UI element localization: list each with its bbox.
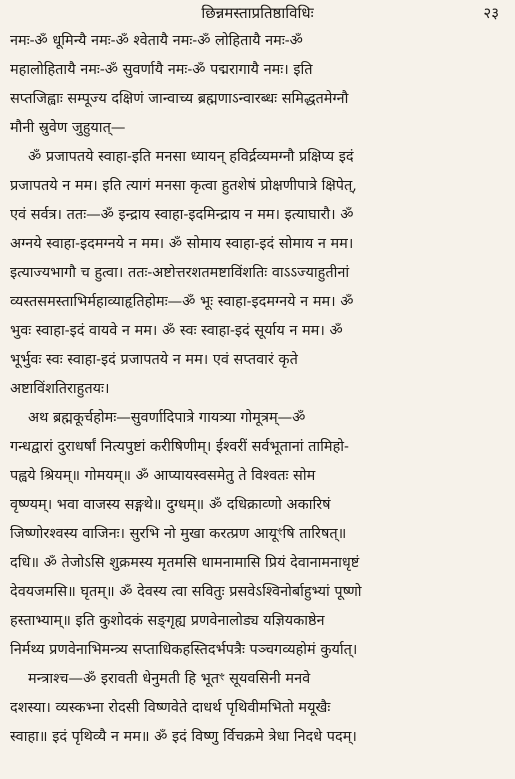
text-line: अथ ब्रह्मकूर्चहोमः—सुवर्णादिपात्रे गायत्र्या गोमूत्रम्—ॐ: [28, 410, 306, 426]
text-line: एवं सर्वत्र। ततः—ॐ इन्द्राय स्वाहा-इदमिन्द्राय न मम। इत्याघारौ। ॐ: [10, 207, 354, 223]
text-line: व्यस्तसमस्ताभिर्महाव्याहृतिहोमः—ॐ भूः स्वाहा-इदमग्नये न मम। ॐ: [10, 294, 354, 310]
text-line: भूर्भुवः स्वः स्वाहा-इदं प्रजापतये न मम। एवं सप्तवारं कृते: [10, 352, 298, 368]
text-line: निर्मथ्य प्रणवेनाभिमन्त्र्य सप्ताधिकहस्तिदर्भपत्रैः पञ्चगव्यहोमं कुर्यात्।: [10, 642, 358, 658]
text-line: दशस्या। व्यस्कभ्ना रोदसी विष्णवेते दाधर्थ पृथिवीमभितो मयूखैः: [10, 700, 331, 716]
text-line: भुवः स्वाहा-इदं वायवे न मम। ॐ स्वः स्वाहा-इदं सूर्याय न मम। ॐ: [10, 323, 343, 339]
text-line: सप्तजिह्वाः सम्पूज्य दक्षिणं जान्वाच्य ब्रह्मणाऽन्वारब्धः समिद्धतमेग्नौ: [10, 91, 349, 107]
text-line: मन्त्राश्च—ॐ इरावती धेनुमती हि भूतꣳ सूयवसिनी मनवे: [28, 671, 311, 687]
text-line: वृष्ण्यम्। भवा वाजस्य सङ्गथे॥ दुग्धम्॥ ॐ दधिक्राव्णो अकारिषं: [10, 497, 331, 513]
text-line: ॐ प्रजापतये स्वाहा-इति मनसा ध्यायन् हविर्द्रव्यमग्नौ प्रक्षिप्य इदं: [28, 149, 354, 165]
text-line: नमः-ॐ धूमिन्यै नमः-ॐ श्वेतायै नमः-ॐ लोहितायै नमः-ॐ: [10, 33, 303, 49]
running-title: छिन्नमस्ताप्रतिष्ठाविधिः: [201, 4, 314, 22]
text-line: अष्टाविंशतिराहुतयः।: [10, 381, 110, 397]
text-line: दधि॥ ॐ तेजोऽसि शुक्रमस्य मृतमसि धामनामासि प्रियं देवानामनाधृष्टं: [10, 555, 360, 571]
text-line: इत्याज्यभागौ च हुत्वा। ततः-अष्टोत्तरशतमष्टाविंशतिः वाऽऽज्याहुतीनां: [10, 265, 350, 281]
text-body: [10, 27, 505, 752]
text-line: देवयजमसि॥ घृतम्॥ ॐ देवस्य त्वा सवितुः प्रसवेऽश्विनोर्बाहुभ्यां पूष्णो: [10, 584, 362, 600]
page-header: [0, 3, 515, 25]
text-line: गन्धद्वारां दुराधर्षां नित्यपुष्टां करीषिणीम्। ईश्वरीं सर्वभूतानां तामिहो-: [10, 439, 349, 455]
text-line: महालोहितायै नमः-ॐ सुवर्णायै नमः-ॐ पद्मरागायै नमः। इति: [10, 62, 313, 78]
text-line: स्वाहा॥ इदं पृथिव्यै न मम॥ ॐ इदं विष्णु र्विचक्रमे त्रेधा निदधे पदम्।: [10, 729, 357, 745]
text-line: हस्ताभ्याम्॥ इति कुशोदकं सङ्गृह्य प्रणवेनालोड्य यज्ञियकाष्ठेन: [10, 613, 325, 629]
text-line: मौनी स्रुवेण जुहुयात्—: [10, 120, 126, 136]
text-line: पह्वये श्रियम्॥ गोमयम्॥ ॐ आप्यायस्वसमेतु ते विश्वतः सोम: [10, 468, 316, 484]
text-line: अग्नये स्वाहा-इदमग्नये न मम। ॐ सोमाय स्वाहा-इदं सोमाय न मम।: [10, 236, 354, 252]
text-line: प्रजापतये न मम। इति त्यागं मनसा कृत्वा हुतशेषं प्रोक्षणीपात्रे क्षिपेत्,: [10, 178, 357, 194]
text-line: जिष्णोरश्वस्य वाजिनः। सुरभि नो मुखा करत्प्रण आयूꣳषि तारिषत्॥: [10, 526, 347, 542]
page-number: २३: [483, 4, 499, 22]
